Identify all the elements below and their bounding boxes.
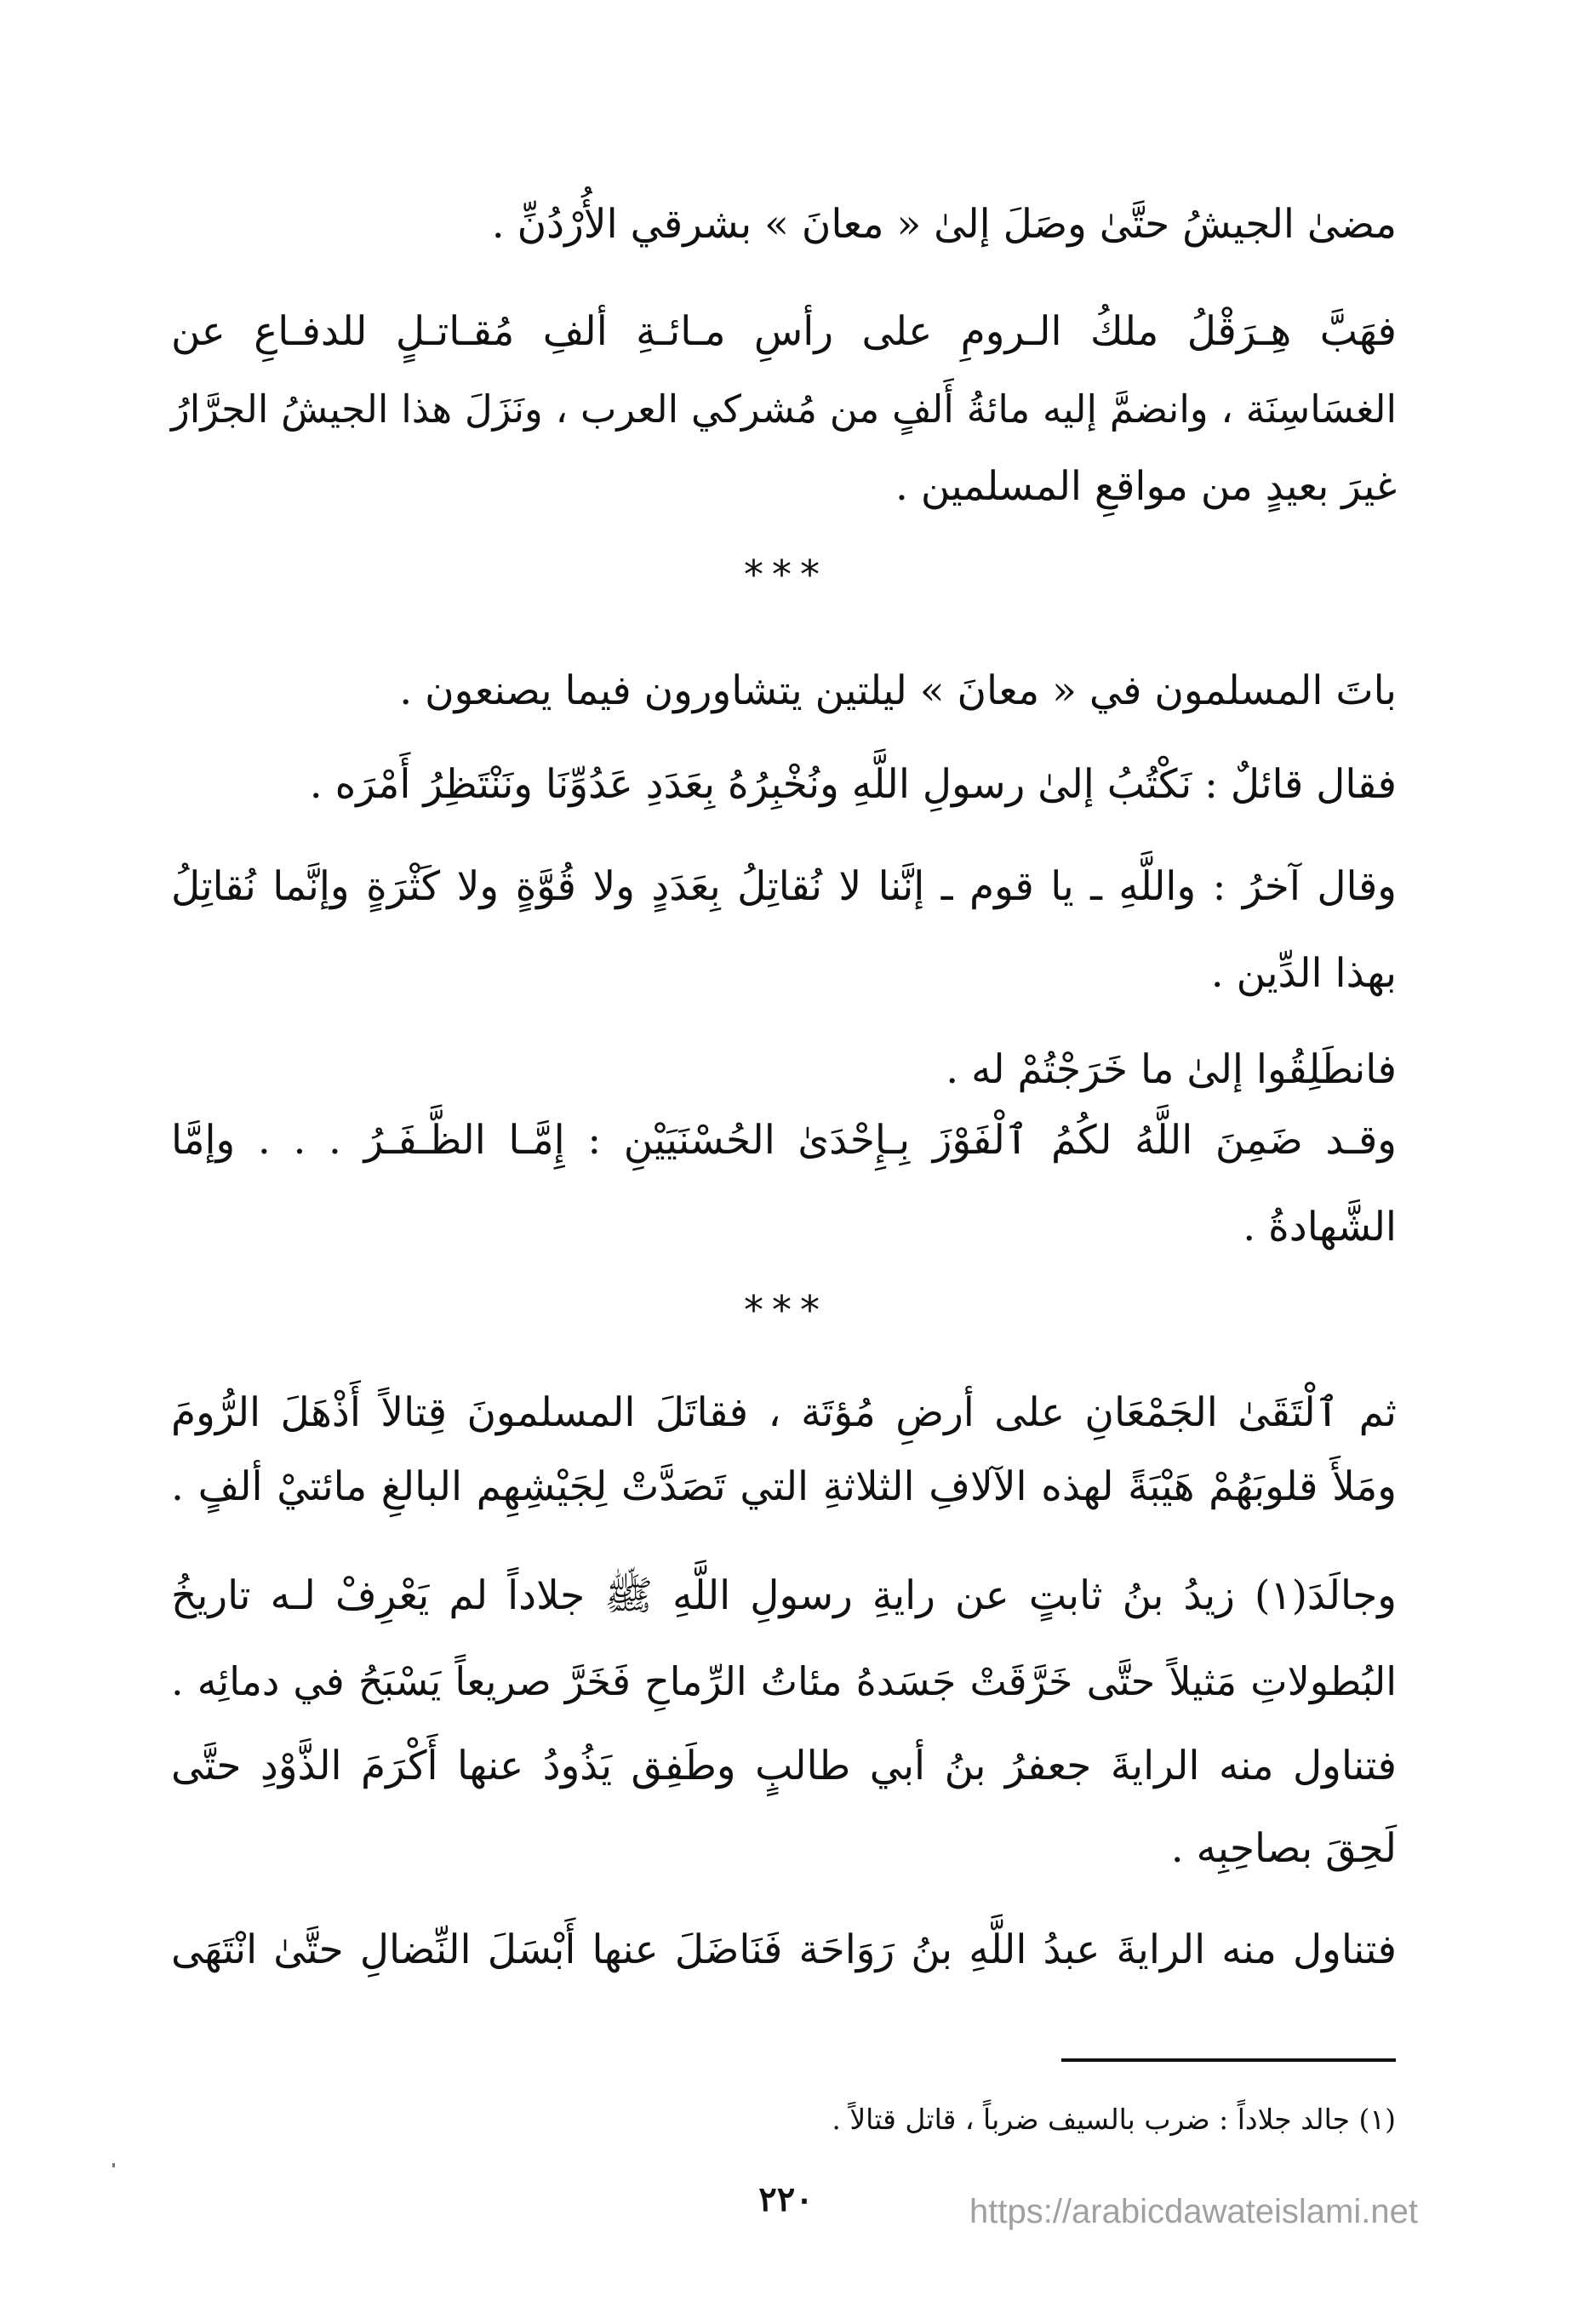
text-line: ومَلأَ قلوبَهُمْ هَيْبَةً لهذه الآلافِ الثلاثةِ التي تَصَدَّتْ لِجَيْشِهِم البالغِ مائتيْ ألفٍ .	[171, 1463, 1397, 1510]
text-line: ثم ٱلْتَقَىٰ الجَمْعَانِ على أرضِ مُؤتَة ، فقاتَلَ المسلمونَ قِتالاً أَذْهَلَ الرُّومَ	[171, 1389, 1397, 1436]
text-line: فقال قائلٌ : نَكْتُبُ إلىٰ رسولِ اللَّهِ ونُخْبِرُهُ بِعَدَدِ عَدُوِّنَا ونَنْتَظِرُ أَمْرَه .	[309, 761, 1397, 808]
text-line: وقال آخرُ : واللَّهِ ـ يا قوم ـ إنَّنا لا نُقاتِلُ بِعَدَدٍ ولا قُوَّةٍ ولا كَثْرَةٍ وإنَّما نُقاتِلُ	[171, 863, 1397, 910]
text-line: البُطولاتِ مَثيلاً حتَّى خَرَّقَتْ جَسَدهُ مئاتُ الرِّماحِ فَخَرَّ صريعاً يَسْبَحُ في دمائِه .	[171, 1658, 1397, 1704]
page-number: ٢٢٠	[758, 2179, 814, 2219]
text-line: مضىٰ الجيشُ حتَّىٰ وصَلَ إلىٰ « معانَ » بشرقي الأُرْدُنِّ .	[491, 201, 1397, 248]
text-line: باتَ المسلمون في « معانَ » ليلتين يتشاورون فيما يصنعون .	[399, 667, 1397, 714]
text-line: بهذا الدِّين .	[1210, 950, 1397, 997]
text-line: غيرَ بعيدٍ من مواقعِ المسلمين .	[895, 463, 1397, 510]
scan-speck	[112, 2163, 115, 2167]
text-line: وجالَدَ(١) زيدُ بنُ ثابتٍ عن رايةِ رسولِ اللَّهِ ﷺ جلاداً لم يَعْرِفْ لـه تاريخُ	[171, 1572, 1397, 1619]
watermark-url: https://arabicdawateislami.net	[969, 2193, 1418, 2230]
text-line: الغسَاسِنَة ، وانضمَّ إليه مائةُ أَلفٍ من مُشركي العرب ، ونَزَلَ هذا الجيشُ الجرَّارُ	[171, 386, 1397, 432]
text-line: فتناول منه الرايةَ عبدُ اللَّهِ بنُ رَوَاحَة فَنَاضَلَ عنها أَبْسَلَ النِّضالِ حتَّىٰ انْتَهَى	[171, 1926, 1397, 1973]
section-separator: ***	[744, 552, 828, 598]
footnote: (١) جالد جلاداً : ضرب بالسيف ضرباً ، قاتل قتالاً .	[832, 2103, 1396, 2136]
section-separator: ***	[744, 1287, 828, 1333]
text-line: الشَّهادةُ .	[1243, 1204, 1397, 1251]
text-line: فانطَلِقُوا إلىٰ ما خَرَجْتُمْ له .	[946, 1046, 1397, 1093]
footnote-divider	[1061, 2058, 1396, 2062]
text-line: لَحِقَ بصاحِبِه .	[1170, 1825, 1397, 1872]
text-line: فتناول منه الرايةَ جعفرُ بنُ أبي طالبٍ وطَفِق يَذُودُ عنها أَكْرَمَ الذَّوْدِ حتَّى	[171, 1743, 1397, 1789]
text-line: وقـد ضَمِنَ اللَّهُ لكُمُ ٱلْفَوْزَ بِـإِحْدَىٰ الحُسْنَيَيْنِ : إِمَّـا الظَّـفَـرُ . . . وإمَّا	[171, 1117, 1397, 1164]
text-line: فهَبَّ هِـرَقْلُ ملكُ الـرومِ على رأسِ مـائـةِ ألفِ مُقـاتـلٍ للدفـاعِ عن	[171, 308, 1397, 355]
